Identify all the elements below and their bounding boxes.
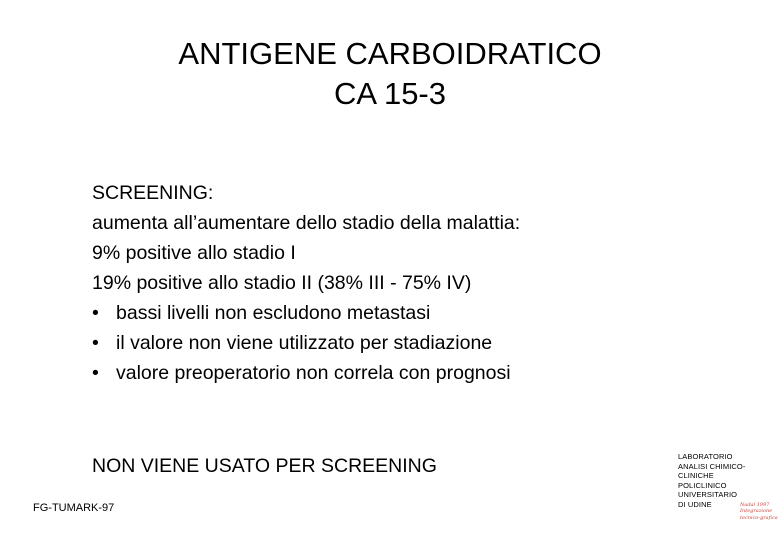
stamp-line: tecnico-grafica [740, 514, 778, 521]
bullet-marker: • [92, 302, 99, 324]
slide-title [0, 34, 780, 114]
body-line-stage-2: 19% positive allo stadio II (38% III - 75% IV) [92, 272, 472, 294]
lab-line: CLINICHE [678, 471, 714, 481]
body-line-increase: aumenta all’aumentare dello stadio della malattia: [92, 212, 521, 234]
lab-line: UNIVERSITARIO [678, 490, 738, 500]
bullet-marker: • [92, 362, 99, 384]
stamp-line: Integrazione [740, 508, 773, 515]
bullet-item [92, 328, 520, 358]
lab-logo-text [678, 452, 745, 510]
slide-body [92, 178, 520, 388]
title-line-2: CA 15-3 [333, 76, 446, 111]
author-stamp [740, 502, 776, 521]
title-line-1: ANTIGENE CARBOIDRATICO [178, 36, 602, 71]
conclusion-text: NON VIENE USATO PER SCREENING [92, 455, 437, 477]
lab-line: LABORATORIO [678, 452, 733, 461]
lab-line: ANALISI CHIMICO- [678, 461, 746, 471]
lab-line: POLICLINICO [678, 480, 727, 490]
footer-code: FG-TUMARK-97 [33, 502, 115, 514]
lab-line: DI UDINE [678, 499, 712, 509]
bullet-item [92, 358, 520, 388]
stamp-line: Nadal 1997 [740, 502, 770, 508]
bullet-text: bassi livelli non escludono metastasi [116, 302, 431, 324]
bullet-item [92, 298, 520, 328]
body-line-stage-1: 9% positive allo stadio I [92, 242, 296, 264]
bullet-marker: • [92, 332, 99, 354]
body-line-screening: SCREENING: [92, 182, 214, 204]
bullet-text: il valore non viene utilizzato per stadiazione [116, 332, 493, 354]
bullet-text: valore preoperatorio non correla con prognosi [116, 362, 511, 384]
